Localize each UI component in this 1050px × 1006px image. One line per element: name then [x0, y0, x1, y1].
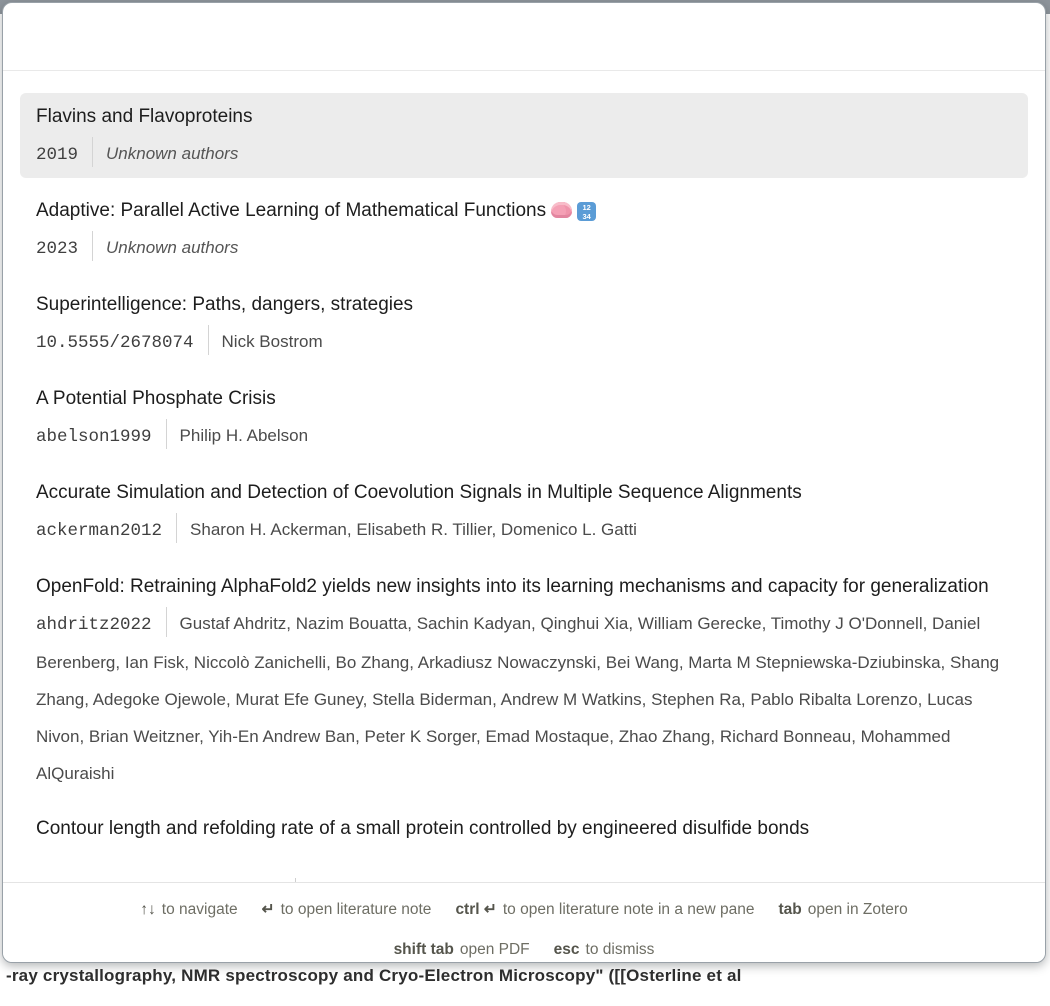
result-title: OpenFold: Retraining AlphaFold2 yields new insights into its learning mechanisms and capacity for generalization: [36, 576, 989, 597]
result-title: Accurate Simulation and Detection of Coevolution Signals in Multiple Sequence Alignments: [36, 482, 802, 503]
result-item[interactable]: [20, 375, 1028, 460]
instruction-text: open PDF: [459, 941, 530, 958]
instruction-command: [554, 941, 655, 958]
instruction-key: ↵: [261, 901, 275, 918]
result-meta: [36, 323, 1012, 362]
citekey: abelson1999: [36, 427, 152, 447]
result-title: A Potential Phosphate Crisis: [36, 388, 276, 409]
instruction-text: to open literature note: [280, 901, 432, 918]
meta-divider: [166, 607, 167, 637]
search-area: [3, 3, 1045, 71]
instruction-key: tab: [778, 901, 802, 918]
result-title: Flavins and Flavoproteins: [36, 106, 253, 127]
instruction-command: [140, 901, 237, 918]
authors: Gustaf Ahdritz, Nazim Bouatta, Sachin Kadyan, Qinghui Xia, William Gerecke, Timothy J O'Donnell, Daniel Berenberg, Ian Fisk, Niccolò Zanichelli, Bo Zhang, Arkadiusz Nowaczynski, Bei Wang, Marta M Stepniewska-Dziubinska, Shang Zhang, Adegoke Ojewole, Murat Efe Guney, Stella Biderman, Andrew M Watkins, Stephen Ra, Pablo Ribalta Lorenzo, Lucas Nivon, Brian Weitzner, Yih-En Andrew Ban, Peter K Sorger, Emad Mostaque, Zhao Zhang, Richard Bonneau, Mohammed AlQuraishi: [36, 614, 1000, 783]
instruction-command: [779, 901, 908, 918]
instruction-command: [262, 901, 432, 918]
result-item[interactable]: [20, 805, 1028, 851]
result-meta: [36, 135, 1012, 174]
instruction-key: ctrl ↵: [455, 901, 497, 918]
results-list: [3, 71, 1045, 883]
instruction-text: open in Zotero: [807, 901, 908, 918]
instruction-text: to open literature note in a new pane: [502, 901, 755, 918]
authors: Nick Bostrom: [221, 332, 323, 351]
result-item[interactable]: [20, 563, 1028, 796]
instruction-key: esc: [553, 941, 580, 958]
result-item[interactable]: [20, 469, 1028, 554]
meta-divider: [208, 325, 209, 355]
citekey: 2019: [36, 145, 79, 165]
meta-divider: [166, 419, 167, 449]
brain-emoji: [551, 202, 572, 218]
citation-picker-modal: [2, 2, 1046, 963]
instruction-key: shift tab: [393, 941, 454, 958]
citekey: 10.5555/2678074: [36, 333, 194, 353]
citekey: ahdritz2022: [36, 615, 152, 635]
authors: Unknown authors: [106, 144, 239, 163]
meta-divider: [176, 513, 177, 543]
result-item[interactable]: [20, 187, 1028, 272]
instruction-key: ↑↓: [140, 901, 156, 918]
result-meta: [36, 417, 1012, 456]
result-item[interactable]: [20, 281, 1028, 366]
result-title: Contour length and refolding rate of a small protein controlled by engineered disulfide bonds: [36, 818, 810, 839]
result-meta: [36, 229, 1012, 268]
authors: Philip H. Abelson: [179, 426, 309, 445]
background-note-text: -ray crystallography, NMR spectroscopy and Cryo-Electron Microscopy" ([[Osterline et al: [6, 966, 742, 985]
authors: Sharon H. Ackerman, Elisabeth R. Tillier, Domenico L. Gatti: [190, 520, 637, 539]
instruction-command: [394, 941, 530, 958]
citekey: 2023: [36, 239, 79, 259]
search-input[interactable]: [3, 3, 1045, 70]
result-title: Adaptive: Parallel Active Learning of Mathematical Functions12 34: [36, 192, 1012, 229]
prompt-instructions-footer: [3, 882, 1045, 962]
input-numbers-emoji: [577, 202, 596, 221]
result-meta: [36, 511, 1012, 550]
citekey: ackerman2012: [36, 521, 163, 541]
instruction-text: to dismiss: [585, 941, 655, 958]
authors: Unknown authors: [106, 238, 239, 257]
instructions-row: [3, 930, 1045, 963]
instructions-row: [3, 890, 1045, 930]
instruction-text: to navigate: [161, 901, 238, 918]
result-title: Superintelligence: Paths, dangers, strategies: [36, 294, 414, 315]
result-meta: [36, 605, 1012, 792]
meta-divider: [92, 137, 93, 167]
instruction-command: [455, 901, 754, 918]
result-item[interactable]: [20, 93, 1028, 178]
meta-divider: [92, 231, 93, 261]
